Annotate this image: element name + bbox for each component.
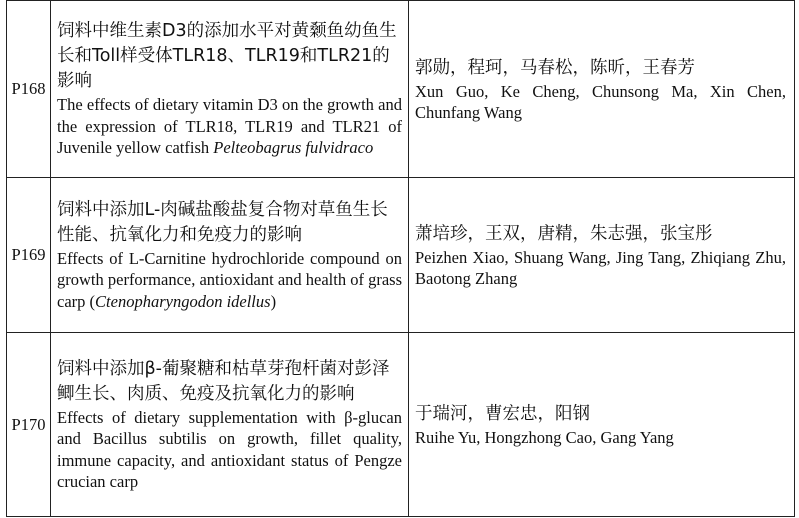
authors-cell [409,1,795,178]
title-zh: 饲料中添加β-葡聚糖和枯草芽孢杆菌对彭泽鲫生长、肉质、免疫及抗氧化力的影响 [57,358,390,404]
toc-table [6,0,795,517]
title-cell [51,178,409,333]
authors-en: Ruihe Yu, Hongzhong Cao, Gang Yang [415,427,674,447]
authors-en: Xun Guo, Ke Cheng, Chunsong Ma, Xin Chen, Chunfang Wang [415,81,786,122]
title-en: Effects of dietary supplementation with β-glucan and Bacillus subtilis on growth, fillet quality, immune capacity, and antioxidant status of Pengze crucian carp [57,407,402,491]
title-cell [51,333,409,517]
title-en [57,94,402,159]
title-zh: 饲料中维生素D3的添加水平对黄颡鱼幼鱼生长和Toll样受体TLR18、TLR19和TLR21的影响 [57,21,397,92]
table-row [7,333,795,517]
species-name: Pelteobagrus fulvidraco [213,138,374,158]
page-number: P170 [7,333,51,517]
table-row [7,178,795,333]
table-row [7,1,795,178]
page-number: P169 [7,178,51,333]
authors-zh: 萧培珍，王双，唐精，朱志强，张宝彤 [415,223,713,244]
title-cell [51,1,409,178]
title-en: Effects of L-Carnitine hydrochloride compound on growth performance, antioxidant and health of grass carp (Ctenopharyngodon idellus) [57,248,403,311]
title-en-text: The effects of dietary vitamin D3 on the growth and the expression of TLR18, TLR19 and TLR21 of Juvenile yellow catfish [57,95,402,158]
page-number: P168 [7,1,51,178]
title-zh: 饲料中添加L-肉碱盐酸盐复合物对草鱼生长性能、抗氧化力和免疫力的影响 [57,199,388,245]
authors-cell [409,178,795,333]
species-name: Ctenopharyngodon idellus [95,291,271,311]
authors-en: Peizhen Xiao, Shuang Wang, Jing Tang, Zhiqiang Zhu, Baotong Zhang [415,247,786,288]
authors-cell [409,333,795,517]
authors-zh: 于瑞河，曹宏忠，阳钢 [415,403,590,424]
title-en-text: Effects of L-Carnitine hydrochloride compound on growth performance, antioxidant and health of grass carp [57,248,403,311]
authors-zh: 郭勋，程珂，马春松，陈昕，王春芳 [415,57,695,78]
